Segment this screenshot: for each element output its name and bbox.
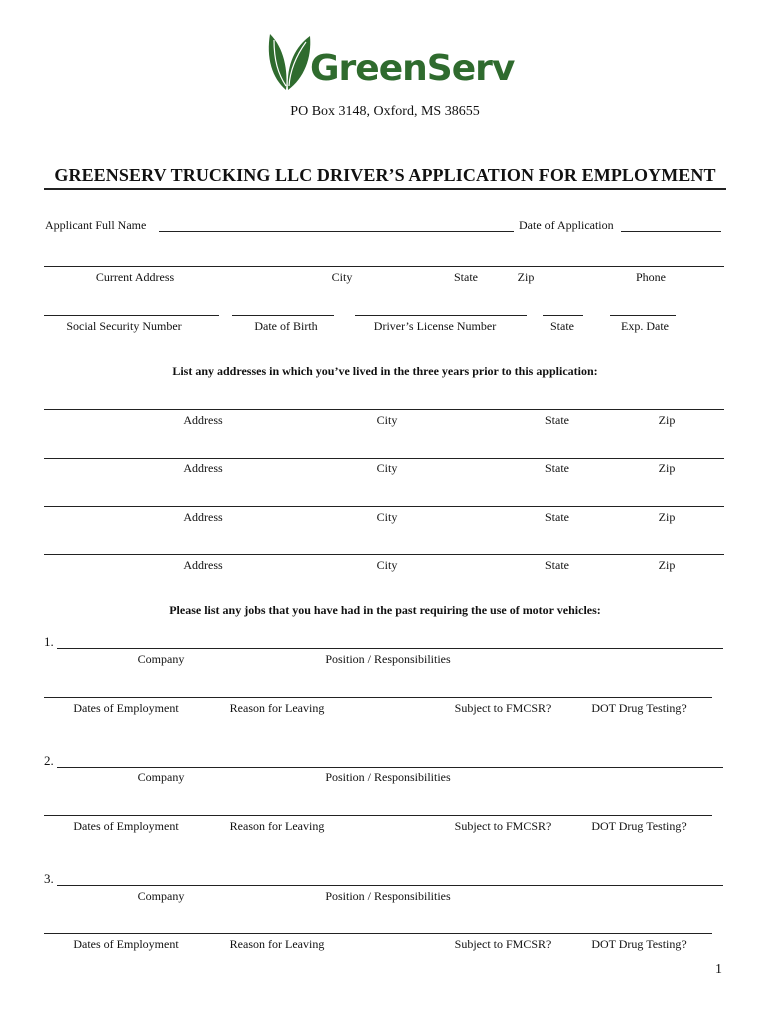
applicant-name-label: Applicant Full Name bbox=[45, 218, 147, 232]
job-fmcsr-label: Subject to FMCSR? bbox=[454, 937, 552, 951]
prior-address-field[interactable] bbox=[44, 409, 724, 410]
page-title: GREENSERV TRUCKING LLC DRIVER’S APPLICATION FOR EMPLOYMENT bbox=[54, 165, 716, 185]
prior-zip-label: Zip bbox=[658, 510, 676, 524]
dob-label: Date of Birth bbox=[254, 319, 318, 333]
prior-city-label: City bbox=[376, 510, 398, 524]
prior-city-label: City bbox=[376, 558, 398, 572]
job-fmcsr-label: Subject to FMCSR? bbox=[454, 819, 552, 833]
prior-state-label: State bbox=[545, 558, 569, 572]
prior-state-label: State bbox=[545, 461, 569, 475]
exp-date-label: Exp. Date bbox=[621, 319, 669, 333]
job-dot-label: DOT Drug Testing? bbox=[591, 819, 687, 833]
license-state-label: State bbox=[550, 319, 574, 333]
prior-zip-label: Zip bbox=[658, 413, 676, 427]
job-company-label: Company bbox=[137, 889, 185, 903]
license-field[interactable] bbox=[355, 315, 527, 316]
job-company-field[interactable] bbox=[57, 648, 723, 649]
job-number: 3. bbox=[44, 871, 54, 886]
logo bbox=[266, 30, 516, 96]
license-state-field[interactable] bbox=[543, 315, 583, 316]
zip-label: Zip bbox=[517, 270, 535, 284]
city-label: City bbox=[331, 270, 353, 284]
prior-addresses-prompt: List any addresses in which you’ve lived in the three years prior to this application: bbox=[172, 364, 598, 378]
job-reason-label: Reason for Leaving bbox=[229, 937, 325, 951]
state-label: State bbox=[454, 270, 478, 284]
current-address-label: Current Address bbox=[95, 270, 175, 284]
job-reason-label: Reason for Leaving bbox=[229, 701, 325, 715]
job-position-label: Position / Responsibilities bbox=[325, 652, 451, 666]
job-dates-label: Dates of Employment bbox=[73, 819, 179, 833]
ssn-label: Social Security Number bbox=[66, 319, 182, 333]
job-dates-label: Dates of Employment bbox=[73, 701, 179, 715]
job-dot-label: DOT Drug Testing? bbox=[591, 701, 687, 715]
license-label: Driver’s License Number bbox=[373, 319, 497, 333]
job-reason-label: Reason for Leaving bbox=[229, 819, 325, 833]
prior-zip-label: Zip bbox=[658, 461, 676, 475]
prior-address-field[interactable] bbox=[44, 554, 724, 555]
job-details-field[interactable] bbox=[44, 933, 712, 934]
current-address-field[interactable] bbox=[44, 266, 724, 267]
prior-state-label: State bbox=[545, 510, 569, 524]
prior-address-label: Address bbox=[183, 413, 223, 427]
ssn-field[interactable] bbox=[44, 315, 219, 316]
prior-address-label: Address bbox=[183, 461, 223, 475]
job-company-label: Company bbox=[137, 770, 185, 784]
job-dates-label: Dates of Employment bbox=[73, 937, 179, 951]
page-number: 1 bbox=[715, 962, 722, 977]
prior-address-field[interactable] bbox=[44, 506, 724, 507]
applicant-name-field[interactable] bbox=[159, 231, 514, 232]
prior-address-field[interactable] bbox=[44, 458, 724, 459]
dob-field[interactable] bbox=[232, 315, 334, 316]
prior-city-label: City bbox=[376, 461, 398, 475]
job-number: 1. bbox=[44, 634, 54, 649]
application-date-label: Date of Application bbox=[519, 218, 614, 232]
company-address: PO Box 3148, Oxford, MS 38655 bbox=[290, 104, 480, 119]
prior-state-label: State bbox=[545, 413, 569, 427]
brand-name: GreenServ bbox=[310, 48, 515, 89]
application-date-field[interactable] bbox=[621, 231, 721, 232]
prior-city-label: City bbox=[376, 413, 398, 427]
job-company-field[interactable] bbox=[57, 767, 723, 768]
job-details-field[interactable] bbox=[44, 815, 712, 816]
job-fmcsr-label: Subject to FMCSR? bbox=[454, 701, 552, 715]
job-details-field[interactable] bbox=[44, 697, 712, 698]
prior-address-label: Address bbox=[183, 510, 223, 524]
jobs-prompt: Please list any jobs that you have had in the past requiring the use of motor vehicles: bbox=[169, 603, 601, 617]
leaf-icon bbox=[266, 30, 312, 92]
job-position-label: Position / Responsibilities bbox=[325, 889, 451, 903]
job-company-field[interactable] bbox=[57, 885, 723, 886]
job-number: 2. bbox=[44, 753, 54, 768]
exp-date-field[interactable] bbox=[610, 315, 676, 316]
title-rule bbox=[44, 188, 726, 190]
job-company-label: Company bbox=[137, 652, 185, 666]
job-dot-label: DOT Drug Testing? bbox=[591, 937, 687, 951]
phone-label: Phone bbox=[636, 270, 666, 284]
prior-zip-label: Zip bbox=[658, 558, 676, 572]
job-position-label: Position / Responsibilities bbox=[325, 770, 451, 784]
prior-address-label: Address bbox=[183, 558, 223, 572]
